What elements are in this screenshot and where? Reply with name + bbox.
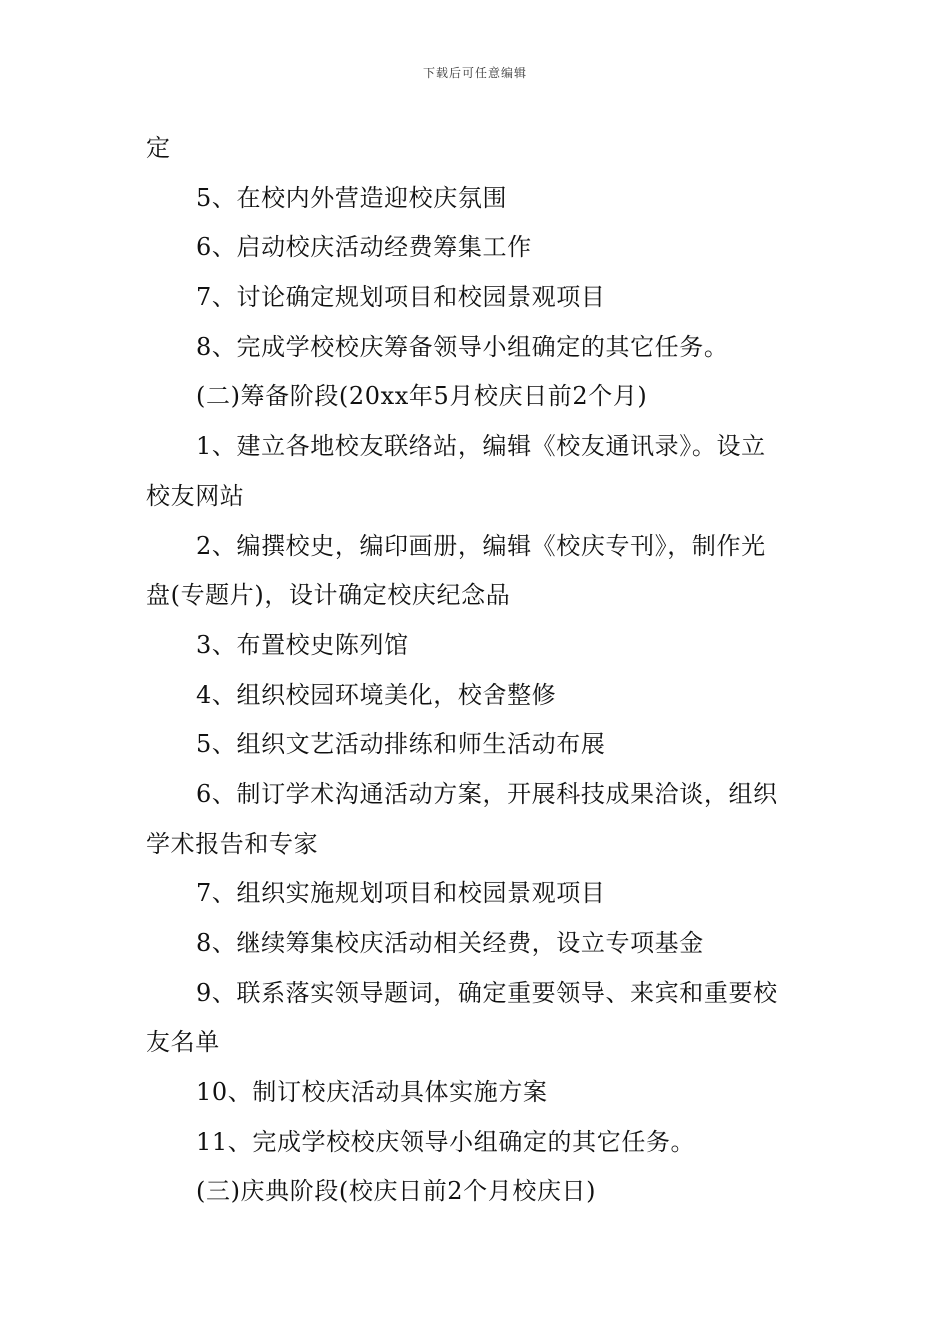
list-item: 8、继续筹集校庆活动相关经费，设立专项基金 [196, 929, 704, 957]
list-item: 3、布置校史陈列馆 [196, 630, 409, 659]
section-heading: (二)筹备阶段(20xx年5月校庆日前2个月) [196, 382, 648, 411]
list-item: 10、制订校庆活动具体实施方案 [196, 1078, 548, 1107]
list-item-continuation: 盘(专题片)，设计确定校庆纪念品 [146, 581, 511, 610]
list-item-continuation: 校友网站 [146, 481, 245, 510]
text-line: 定 [146, 134, 171, 162]
list-item: 2、编撰校史，编印画册，编辑《校庆专刊》，制作光 [196, 531, 766, 560]
page-header-note: 下载后可任意编辑 [422, 66, 527, 80]
list-item-continuation: 学术报告和专家 [146, 829, 319, 858]
list-item: 1、建立各地校友联络站，编辑《校友通讯录》。设立 [196, 432, 766, 461]
list-item: 9、联系落实领导题词，确定重要领导、来宾和重要校 [196, 978, 778, 1007]
list-item: 7、组织实施规划项目和校园景观项目 [196, 879, 606, 908]
section-heading: (三)庆典阶段(校庆日前2个月校庆日) [196, 1177, 597, 1206]
list-item: 8、完成学校校庆筹备领导小组确定的其它任务。 [196, 332, 729, 361]
document-body [146, 124, 811, 1217]
list-item: 11、完成学校校庆领导小组确定的其它任务。 [196, 1127, 696, 1156]
list-item: 5、组织文艺活动排练和师生活动布展 [196, 730, 606, 759]
list-item-continuation: 友名单 [146, 1028, 220, 1057]
list-item: 7、讨论确定规划项目和校园景观项目 [196, 283, 606, 312]
list-item: 4、组织校园环境美化，校舍整修 [196, 680, 557, 709]
list-item: 6、启动校庆活动经费筹集工作 [196, 233, 532, 262]
list-item: 6、制订学术沟通活动方案，开展科技成果洽谈，组织 [196, 779, 778, 808]
list-item: 5、在校内外营造迎校庆氛围 [196, 183, 508, 212]
